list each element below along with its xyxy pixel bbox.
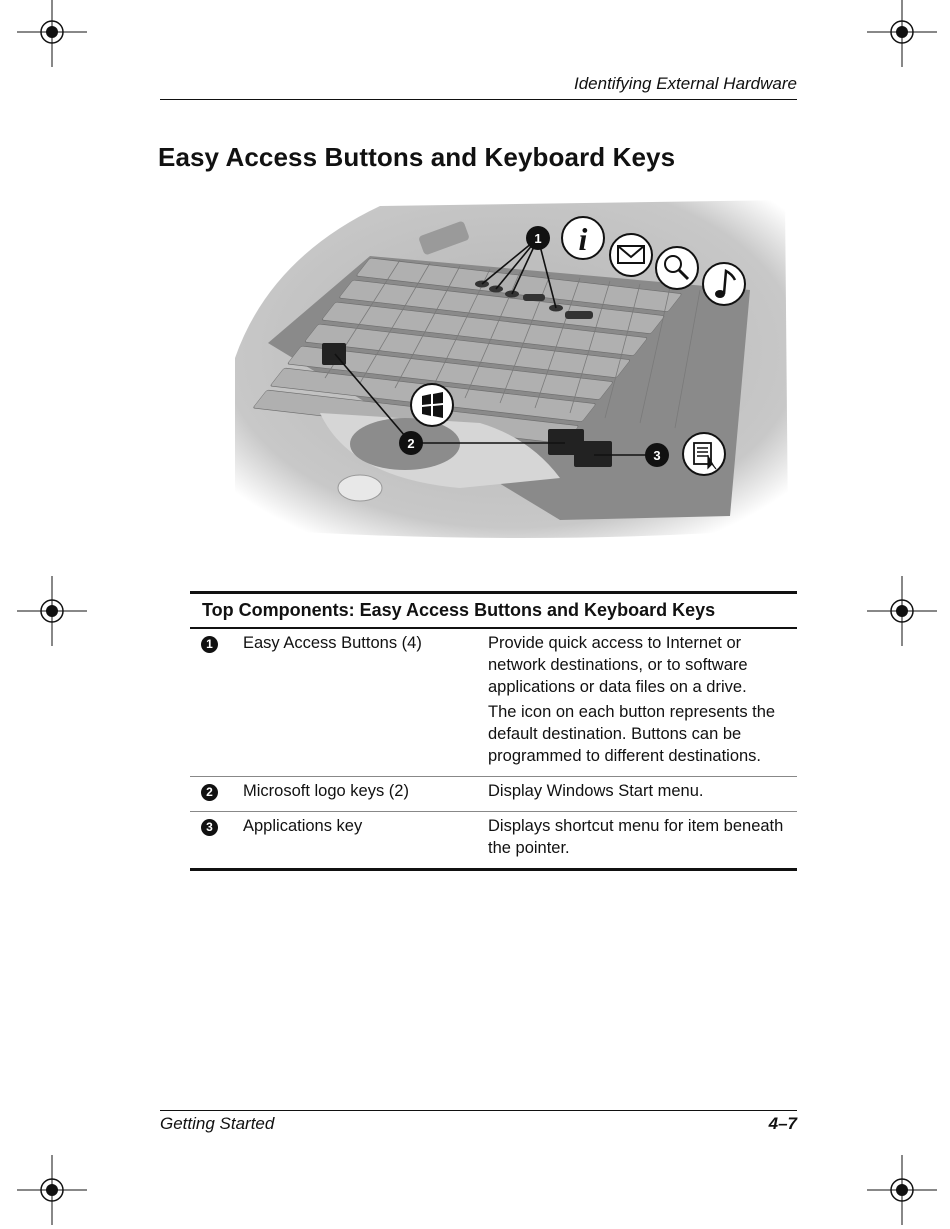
registration-mark-top-right [867,0,937,67]
registration-mark-mid-left [17,576,87,646]
registration-mark-bottom-left [17,1155,87,1225]
applications-key [574,441,612,467]
description-paragraph: Provide quick access to Internet or network destinations, or to software applications or data files on a drive. [488,634,748,696]
running-header: Identifying External Hardware [573,74,797,93]
row-number-badge: 1 [201,636,218,653]
description-paragraph: The icon on each button represents the default destination. Buttons can be programmed to different destinations. [488,703,776,765]
row-description [476,815,797,862]
table-bottom-rule [190,868,797,871]
search-icon [656,247,698,289]
registration-mark-top-left [17,0,87,67]
footer-book-title: Getting Started [160,1114,275,1133]
windows-logo-icon [411,384,453,426]
svg-text:2: 2 [407,436,415,451]
registration-mark-bottom-right [867,1155,937,1225]
info-icon [562,217,604,259]
description-paragraph: Displays shortcut menu for item beneath the pointer. [488,817,784,857]
footer-rule [160,1110,797,1111]
svg-text:3: 3 [653,448,661,463]
mail-icon [610,234,652,276]
applications-menu-icon [683,433,725,475]
callout-2 [399,431,423,455]
table-row [190,776,797,811]
table-caption: Top Components: Easy Access Buttons and Keyboard Keys [190,594,797,629]
music-note-icon [703,263,745,305]
row-item: Microsoft logo keys (2) [243,782,409,800]
row-number-badge: 2 [201,784,218,801]
page-number: 4–7 [768,1114,797,1133]
row-item: Applications key [243,817,363,835]
row-item: Easy Access Buttons (4) [243,634,422,652]
pointing-stick-button [338,475,382,501]
header-rule [160,99,797,100]
svg-text:i: i [578,221,588,257]
svg-text:1: 1 [534,231,542,246]
table-row [190,629,797,776]
components-table [190,591,797,871]
registration-mark-mid-right [867,576,937,646]
description-paragraph: Display Windows Start menu. [488,782,704,800]
table-row [190,811,797,868]
row-description [476,632,797,770]
keyboard-illustration [230,198,790,543]
callout-1 [526,226,550,250]
row-description [476,780,797,805]
row-number-badge: 3 [201,819,218,836]
callout-3 [645,443,669,467]
page-title: Easy Access Buttons and Keyboard Keys [158,142,676,172]
